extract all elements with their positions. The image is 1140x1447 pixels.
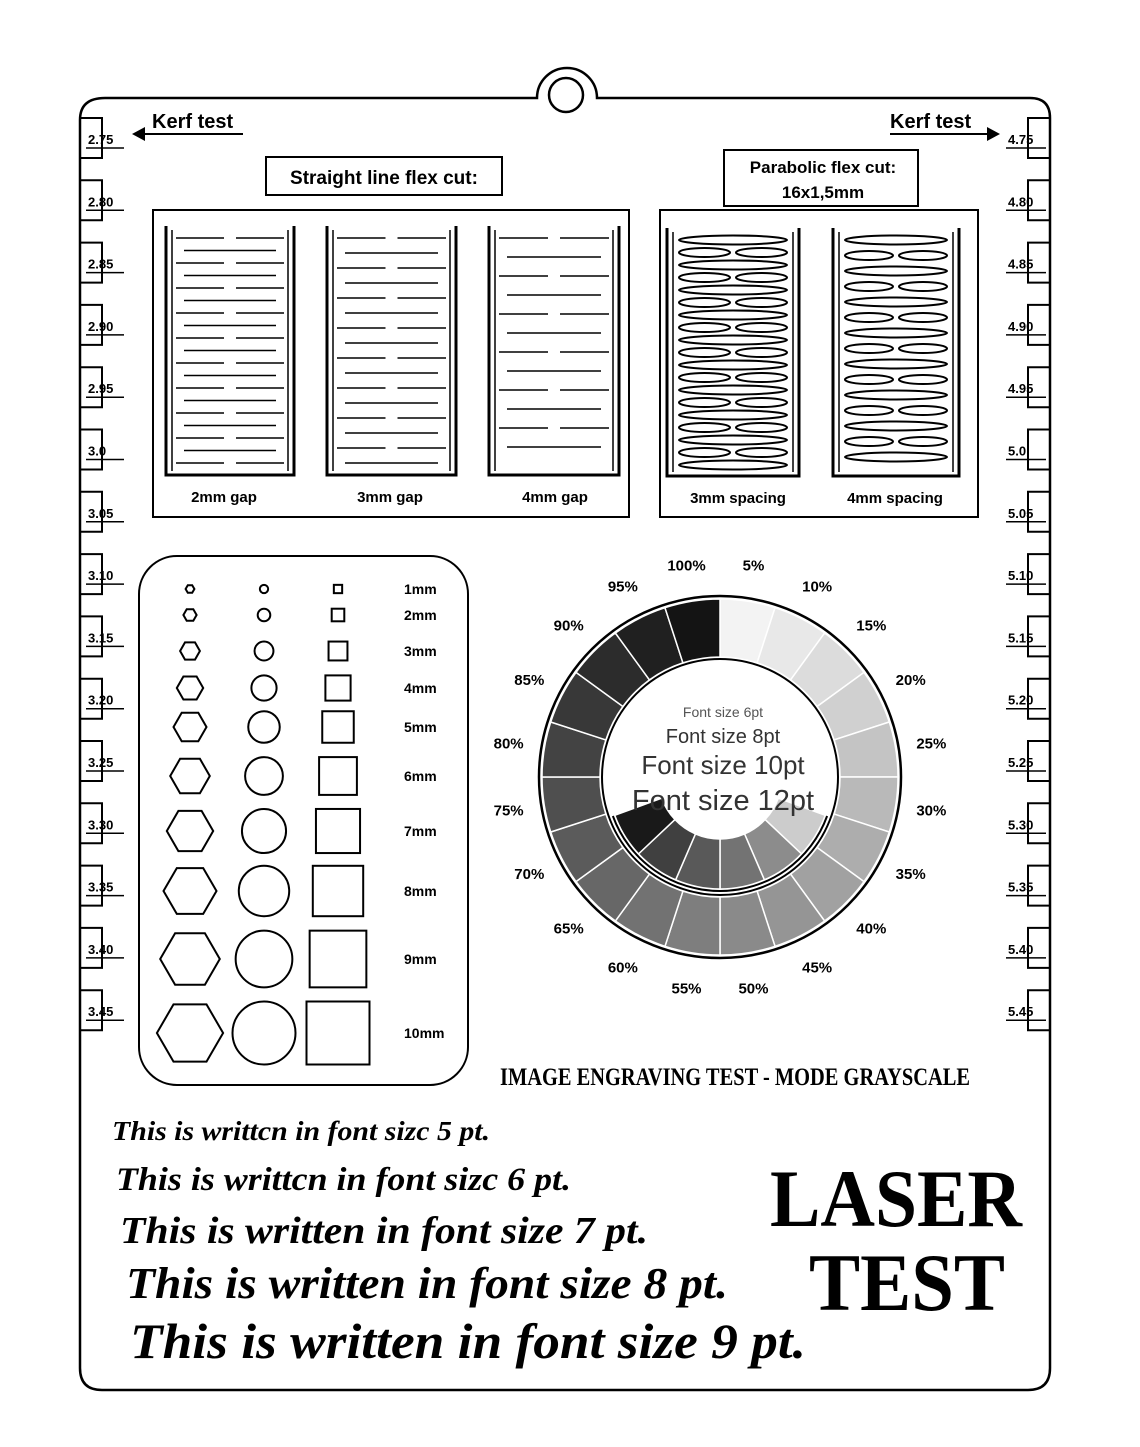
grayscale-percent-label: 25%: [916, 735, 947, 753]
parabolic-cut: [845, 391, 947, 400]
kerf-value: 5.35: [1008, 879, 1034, 895]
circle-shape: [245, 757, 283, 795]
parabolic-label-3mm: 3mm spacing: [690, 490, 786, 507]
parabolic-cut: [679, 361, 787, 370]
square-shape: [319, 757, 357, 795]
circle-shape: [258, 609, 271, 622]
kerf-value: 5.10: [1008, 568, 1034, 584]
parabolic-cut: [679, 311, 787, 320]
parabolic-cut: [736, 423, 787, 432]
grayscale-percent-label: 35%: [895, 866, 926, 884]
shape-size-label: 7mm: [404, 823, 437, 839]
kerf-value: 3.35: [88, 879, 114, 895]
square-shape: [313, 866, 363, 916]
kerf-value: 3.40: [88, 941, 114, 957]
kerf-value: 5.05: [1008, 505, 1034, 521]
grayscale-percent-label: 70%: [514, 866, 545, 884]
parabolic-cut: [736, 323, 787, 332]
kerf-value: 3.10: [88, 568, 114, 584]
kerf-value: 4.85: [1008, 256, 1034, 272]
square-shape: [334, 585, 342, 593]
parabolic-cut: [679, 398, 730, 407]
hexagon-shape: [174, 713, 207, 742]
grayscale-percent-label: 50%: [738, 980, 769, 998]
grayscale-percent-label: 10%: [802, 578, 833, 596]
shape-size-label: 1mm: [404, 581, 437, 597]
laser-title-line1: LASER: [770, 1153, 1023, 1244]
straight-flex-panel: [489, 226, 619, 475]
parabolic-cut: [845, 282, 893, 291]
parabolic-cut: [679, 436, 787, 445]
font-line-7pt: This is written in font size 7 pt.: [120, 1210, 648, 1252]
shape-size-label: 8mm: [404, 883, 437, 899]
circle-shape: [260, 585, 268, 593]
kerf-value: 2.90: [88, 318, 114, 334]
parabolic-cut: [679, 323, 730, 332]
parabolic-cut: [845, 422, 947, 431]
grayscale-percent-label: 95%: [607, 578, 638, 596]
kerf-value: 4.75: [1008, 132, 1034, 147]
kerf-value: 3.05: [88, 505, 114, 521]
shape-size-label: 6mm: [404, 768, 437, 784]
parabolic-cut: [899, 282, 947, 291]
parabolic-label-4mm: 4mm spacing: [847, 490, 943, 507]
grayscale-caption: IMAGE ENGRAVING TEST - MODE GRAYSCALE: [500, 1064, 970, 1091]
grayscale-percent-label: 45%: [802, 959, 833, 977]
hexagon-shape: [180, 642, 200, 659]
kerf-value: 2.80: [88, 194, 114, 210]
square-shape: [322, 711, 354, 743]
grayscale-percent-label: 65%: [553, 920, 584, 938]
kerf-value: 5.45: [1008, 1004, 1034, 1020]
hexagon-shape: [160, 933, 220, 985]
hexagon-shape: [170, 759, 210, 793]
shape-size-label: 5mm: [404, 719, 437, 735]
parabolic-cut: [679, 348, 730, 357]
straight-label-4mm: 4mm gap: [522, 489, 588, 506]
shape-size-label: 9mm: [404, 951, 437, 967]
parabolic-flex-title-line2: 16x1,5mm: [781, 183, 865, 202]
square-shape: [316, 809, 360, 853]
parabolic-cut: [679, 336, 787, 345]
parabolic-cut: [736, 298, 787, 307]
kerf-right-label: Kerf test: [890, 111, 972, 133]
parabolic-cut: [679, 423, 730, 432]
square-shape: [307, 1002, 370, 1065]
straight-flex-frame: [153, 210, 629, 517]
parabolic-cut: [679, 386, 787, 395]
hexagon-shape: [183, 609, 196, 620]
parabolic-cut: [845, 251, 893, 260]
parabolic-cut: [845, 437, 893, 446]
grayscale-percent-label: 40%: [856, 920, 887, 938]
hexagon-shape: [157, 1004, 223, 1061]
straight-label-3mm: 3mm gap: [357, 489, 423, 506]
square-shape: [310, 931, 367, 988]
font-line-9pt: This is written in font size 9 pt.: [130, 1313, 806, 1369]
grayscale-percent-label: 15%: [856, 617, 887, 635]
square-shape: [332, 609, 345, 622]
circle-shape: [255, 642, 274, 661]
parabolic-cut: [679, 286, 787, 295]
kerf-value: 3.45: [88, 1004, 114, 1020]
kerf-value: 3.20: [88, 692, 114, 708]
circle-shape: [242, 809, 286, 853]
parabolic-cut: [679, 261, 787, 270]
kerf-value: 2.95: [88, 381, 114, 397]
circle-shape: [248, 711, 280, 743]
parabolic-cut: [679, 248, 730, 257]
kerf-value: 5.40: [1008, 941, 1034, 957]
grayscale-percent-label: 85%: [514, 671, 545, 689]
shape-size-label: 4mm: [404, 680, 437, 696]
parabolic-cut: [845, 344, 893, 353]
font-line-8pt: This is written in font size 8 pt.: [126, 1259, 728, 1308]
parabolic-flex-title-line1: Parabolic flex cut:: [749, 158, 897, 177]
kerf-value: 3.15: [88, 630, 114, 646]
hexagon-shape: [177, 677, 203, 700]
shape-size-label: 10mm: [404, 1025, 445, 1041]
kerf-notch: [1028, 430, 1050, 470]
parabolic-cut: [845, 360, 947, 369]
kerf-value: 3.30: [88, 817, 114, 833]
kerf-value: 4.80: [1008, 194, 1034, 210]
kerf-value: 5.30: [1008, 817, 1034, 833]
straight-label-2mm: 2mm gap: [191, 489, 257, 506]
hanging-hole: [549, 78, 583, 112]
parabolic-cut: [845, 298, 947, 307]
straight-flex-panel: [327, 226, 456, 475]
parabolic-cut: [845, 406, 893, 415]
parabolic-cut: [845, 329, 947, 338]
parabolic-cut: [899, 344, 947, 353]
parabolic-flex-panel: [667, 228, 799, 476]
parabolic-cut: [845, 375, 893, 384]
shapes-panel: [139, 556, 468, 1085]
parabolic-cut: [845, 453, 947, 462]
parabolic-cut: [899, 375, 947, 384]
hexagon-shape: [186, 585, 195, 593]
kerf-value: 5.25: [1008, 755, 1034, 770]
parabolic-flex-panels: [667, 228, 959, 476]
grayscale-percent-label: 55%: [671, 980, 702, 998]
parabolic-cut: [899, 437, 947, 446]
kerf-left-scale: [80, 118, 124, 1030]
shapes-grid: [157, 581, 445, 1065]
grayscale-percent-label: 20%: [895, 671, 926, 689]
parabolic-cut: [679, 461, 787, 470]
font-line-5pt: This is writtcn in font sizc 5 pt.: [112, 1116, 490, 1146]
square-shape: [329, 642, 348, 661]
parabolic-cut: [679, 411, 787, 420]
kerf-right-scale: [1006, 118, 1050, 1030]
kerf-right-arrowhead: [987, 127, 1000, 141]
parabolic-cut: [736, 273, 787, 282]
kerf-value: 2.85: [88, 256, 114, 272]
font-sample-8pt: Font size 8pt: [665, 726, 781, 748]
circle-shape: [239, 866, 289, 916]
shape-size-label: 3mm: [404, 643, 437, 659]
parabolic-cut: [679, 273, 730, 282]
parabolic-cut: [899, 313, 947, 322]
kerf-value: 4.95: [1008, 381, 1034, 397]
kerf-value: 5.20: [1008, 692, 1034, 708]
parabolic-cut: [736, 248, 787, 257]
parabolic-cut: [899, 406, 947, 415]
parabolic-cut: [736, 448, 787, 457]
kerf-left-arrowhead: [132, 127, 145, 141]
kerf-value: 4.90: [1008, 318, 1034, 334]
kerf-value: 2.75: [88, 132, 114, 147]
kerf-value: 5.0: [1008, 443, 1027, 459]
grayscale-percent-label: 75%: [493, 802, 524, 820]
circle-shape: [236, 931, 293, 988]
parabolic-cut: [679, 236, 787, 245]
parabolic-cut: [845, 313, 893, 322]
parabolic-cut: [899, 251, 947, 260]
font-sample-10pt: Font size 10pt: [641, 750, 805, 780]
grayscale-percent-label: 60%: [607, 959, 638, 977]
circle-shape: [233, 1002, 296, 1065]
circle-shape: [251, 675, 276, 700]
hexagon-shape: [167, 811, 213, 851]
parabolic-cut: [679, 373, 730, 382]
parabolic-cut: [845, 267, 947, 276]
kerf-value: 3.25: [88, 755, 114, 770]
laser-title-line2: TEST: [809, 1237, 1005, 1328]
grayscale-percent-label: 100%: [667, 557, 706, 575]
straight-flex-title: Straight line flex cut:: [290, 168, 478, 189]
parabolic-cut: [679, 448, 730, 457]
shape-size-label: 2mm: [404, 607, 437, 623]
font-line-6pt: This is writtcn in font sizc 6 pt.: [116, 1162, 571, 1198]
kerf-value: 5.15: [1008, 630, 1034, 646]
parabolic-cut: [736, 348, 787, 357]
grayscale-percent-label: 5%: [742, 557, 765, 575]
grayscale-percent-label: 90%: [553, 617, 584, 635]
font-sample-6pt: Font size 6pt: [682, 704, 764, 720]
grayscale-percent-label: 80%: [493, 735, 524, 753]
font-sample-12pt: Font size 12pt: [631, 785, 815, 817]
parabolic-cut: [845, 236, 947, 245]
square-shape: [325, 675, 350, 700]
hexagon-shape: [164, 868, 217, 914]
kerf-left-label: Kerf test: [152, 111, 234, 133]
parabolic-cut: [736, 398, 787, 407]
parabolic-cut: [736, 373, 787, 382]
parabolic-cut: [679, 298, 730, 307]
grayscale-percent-label: 30%: [916, 802, 947, 820]
kerf-value: 3.0: [88, 443, 107, 459]
straight-flex-panels: [166, 226, 619, 475]
